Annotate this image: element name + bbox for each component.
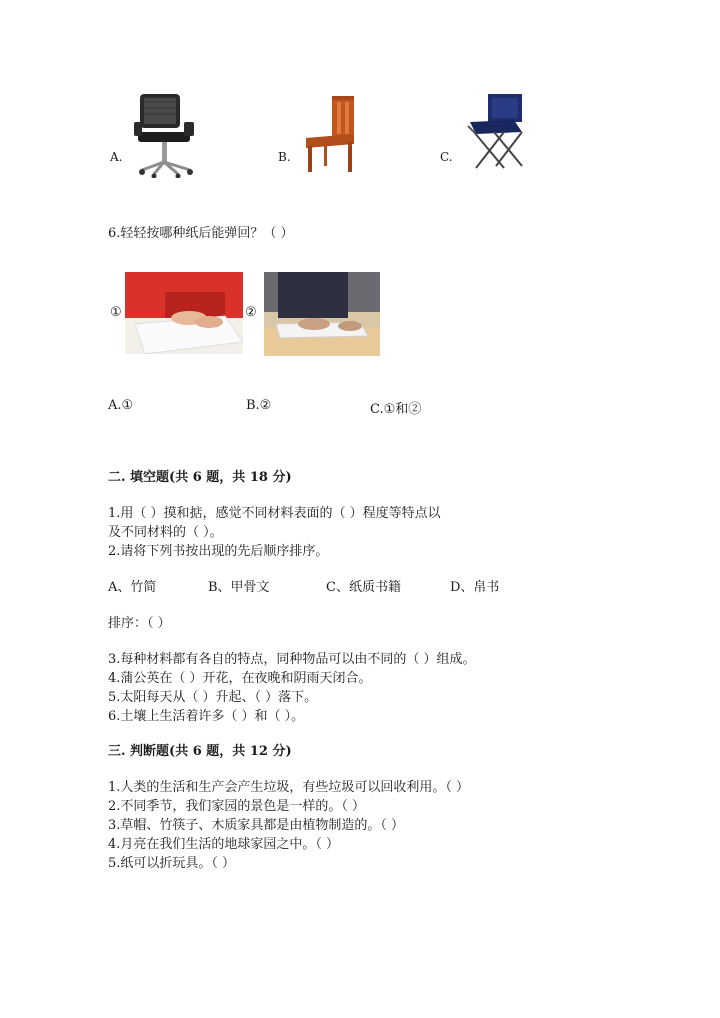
paper-press-image-1 bbox=[125, 272, 243, 354]
office-chair-image bbox=[134, 92, 198, 178]
q6-question: 6.轻轻按哪种纸后能弹回？（ ） bbox=[108, 226, 294, 241]
paper-photo-1 bbox=[125, 272, 243, 354]
s2-item-2: 2.请将下列书按出现的先后顺序排序。 bbox=[108, 544, 329, 559]
q6-photo-label-1: ① bbox=[110, 305, 122, 320]
q5-option-c-label[interactable]: C. bbox=[440, 150, 453, 164]
q6-option-a[interactable]: A.① bbox=[108, 398, 134, 413]
q6-photo-label-2: ② bbox=[245, 305, 257, 320]
q6-option-c[interactable]: C.①和② bbox=[370, 402, 422, 417]
s2-item-1: 1.用（ ）摸和掂，感觉不同材料表面的（ ）程度等特点以 bbox=[108, 506, 441, 521]
q5-option-b-label[interactable]: B. bbox=[278, 150, 291, 164]
s3-item-3: 3.草帽、竹筷子、木质家具都是由植物制造的。（ ） bbox=[108, 818, 405, 833]
paper-photo-2 bbox=[264, 272, 380, 356]
s2-item-1-cont: 及不同材料的（ ）。 bbox=[108, 525, 223, 540]
s3-item-5: 5.纸可以折玩具。（ ） bbox=[108, 856, 236, 871]
wooden-chair-image bbox=[302, 94, 358, 174]
s2-item-3: 3.每种材料都有各自的特点，同种物品可以由不同的（ ）组成。 bbox=[108, 652, 476, 667]
s3-item-2: 2.不同季节，我们家园的景色是一样的。（ ） bbox=[108, 799, 366, 814]
s3-item-1: 1.人类的生活和生产会产生垃圾，有些垃圾可以回收利用。（ ） bbox=[108, 780, 470, 795]
s2-item-6: 6.土壤上生活着许多（ ）和（ ）。 bbox=[108, 709, 305, 724]
s2-item-5: 5.太阳每天从（ ）升起、（ ）落下。 bbox=[108, 690, 318, 705]
book-option-b: B、甲骨文 bbox=[208, 580, 270, 595]
order-line: 排序：（ ） bbox=[108, 616, 171, 631]
q6-option-b[interactable]: B.② bbox=[246, 398, 272, 413]
s3-item-4: 4.月亮在我们生活的地球家园之中。（ ） bbox=[108, 837, 340, 852]
paper-press-image-2 bbox=[264, 272, 380, 356]
section2-title: 二. 填空题(共 6 题，共 18 分) bbox=[108, 470, 292, 485]
q5-option-a-label[interactable]: A. bbox=[110, 150, 123, 164]
folding-chair-image bbox=[464, 92, 528, 172]
s2-item-4: 4.蒲公英在（ ）开花，在夜晚和阴雨天闭合。 bbox=[108, 671, 372, 686]
book-option-d: D、帛书 bbox=[450, 580, 500, 595]
book-option-c: C、纸质书籍 bbox=[326, 580, 401, 595]
section3-title: 三. 判断题(共 6 题，共 12 分) bbox=[108, 744, 292, 759]
book-option-a: A、竹简 bbox=[108, 580, 157, 595]
